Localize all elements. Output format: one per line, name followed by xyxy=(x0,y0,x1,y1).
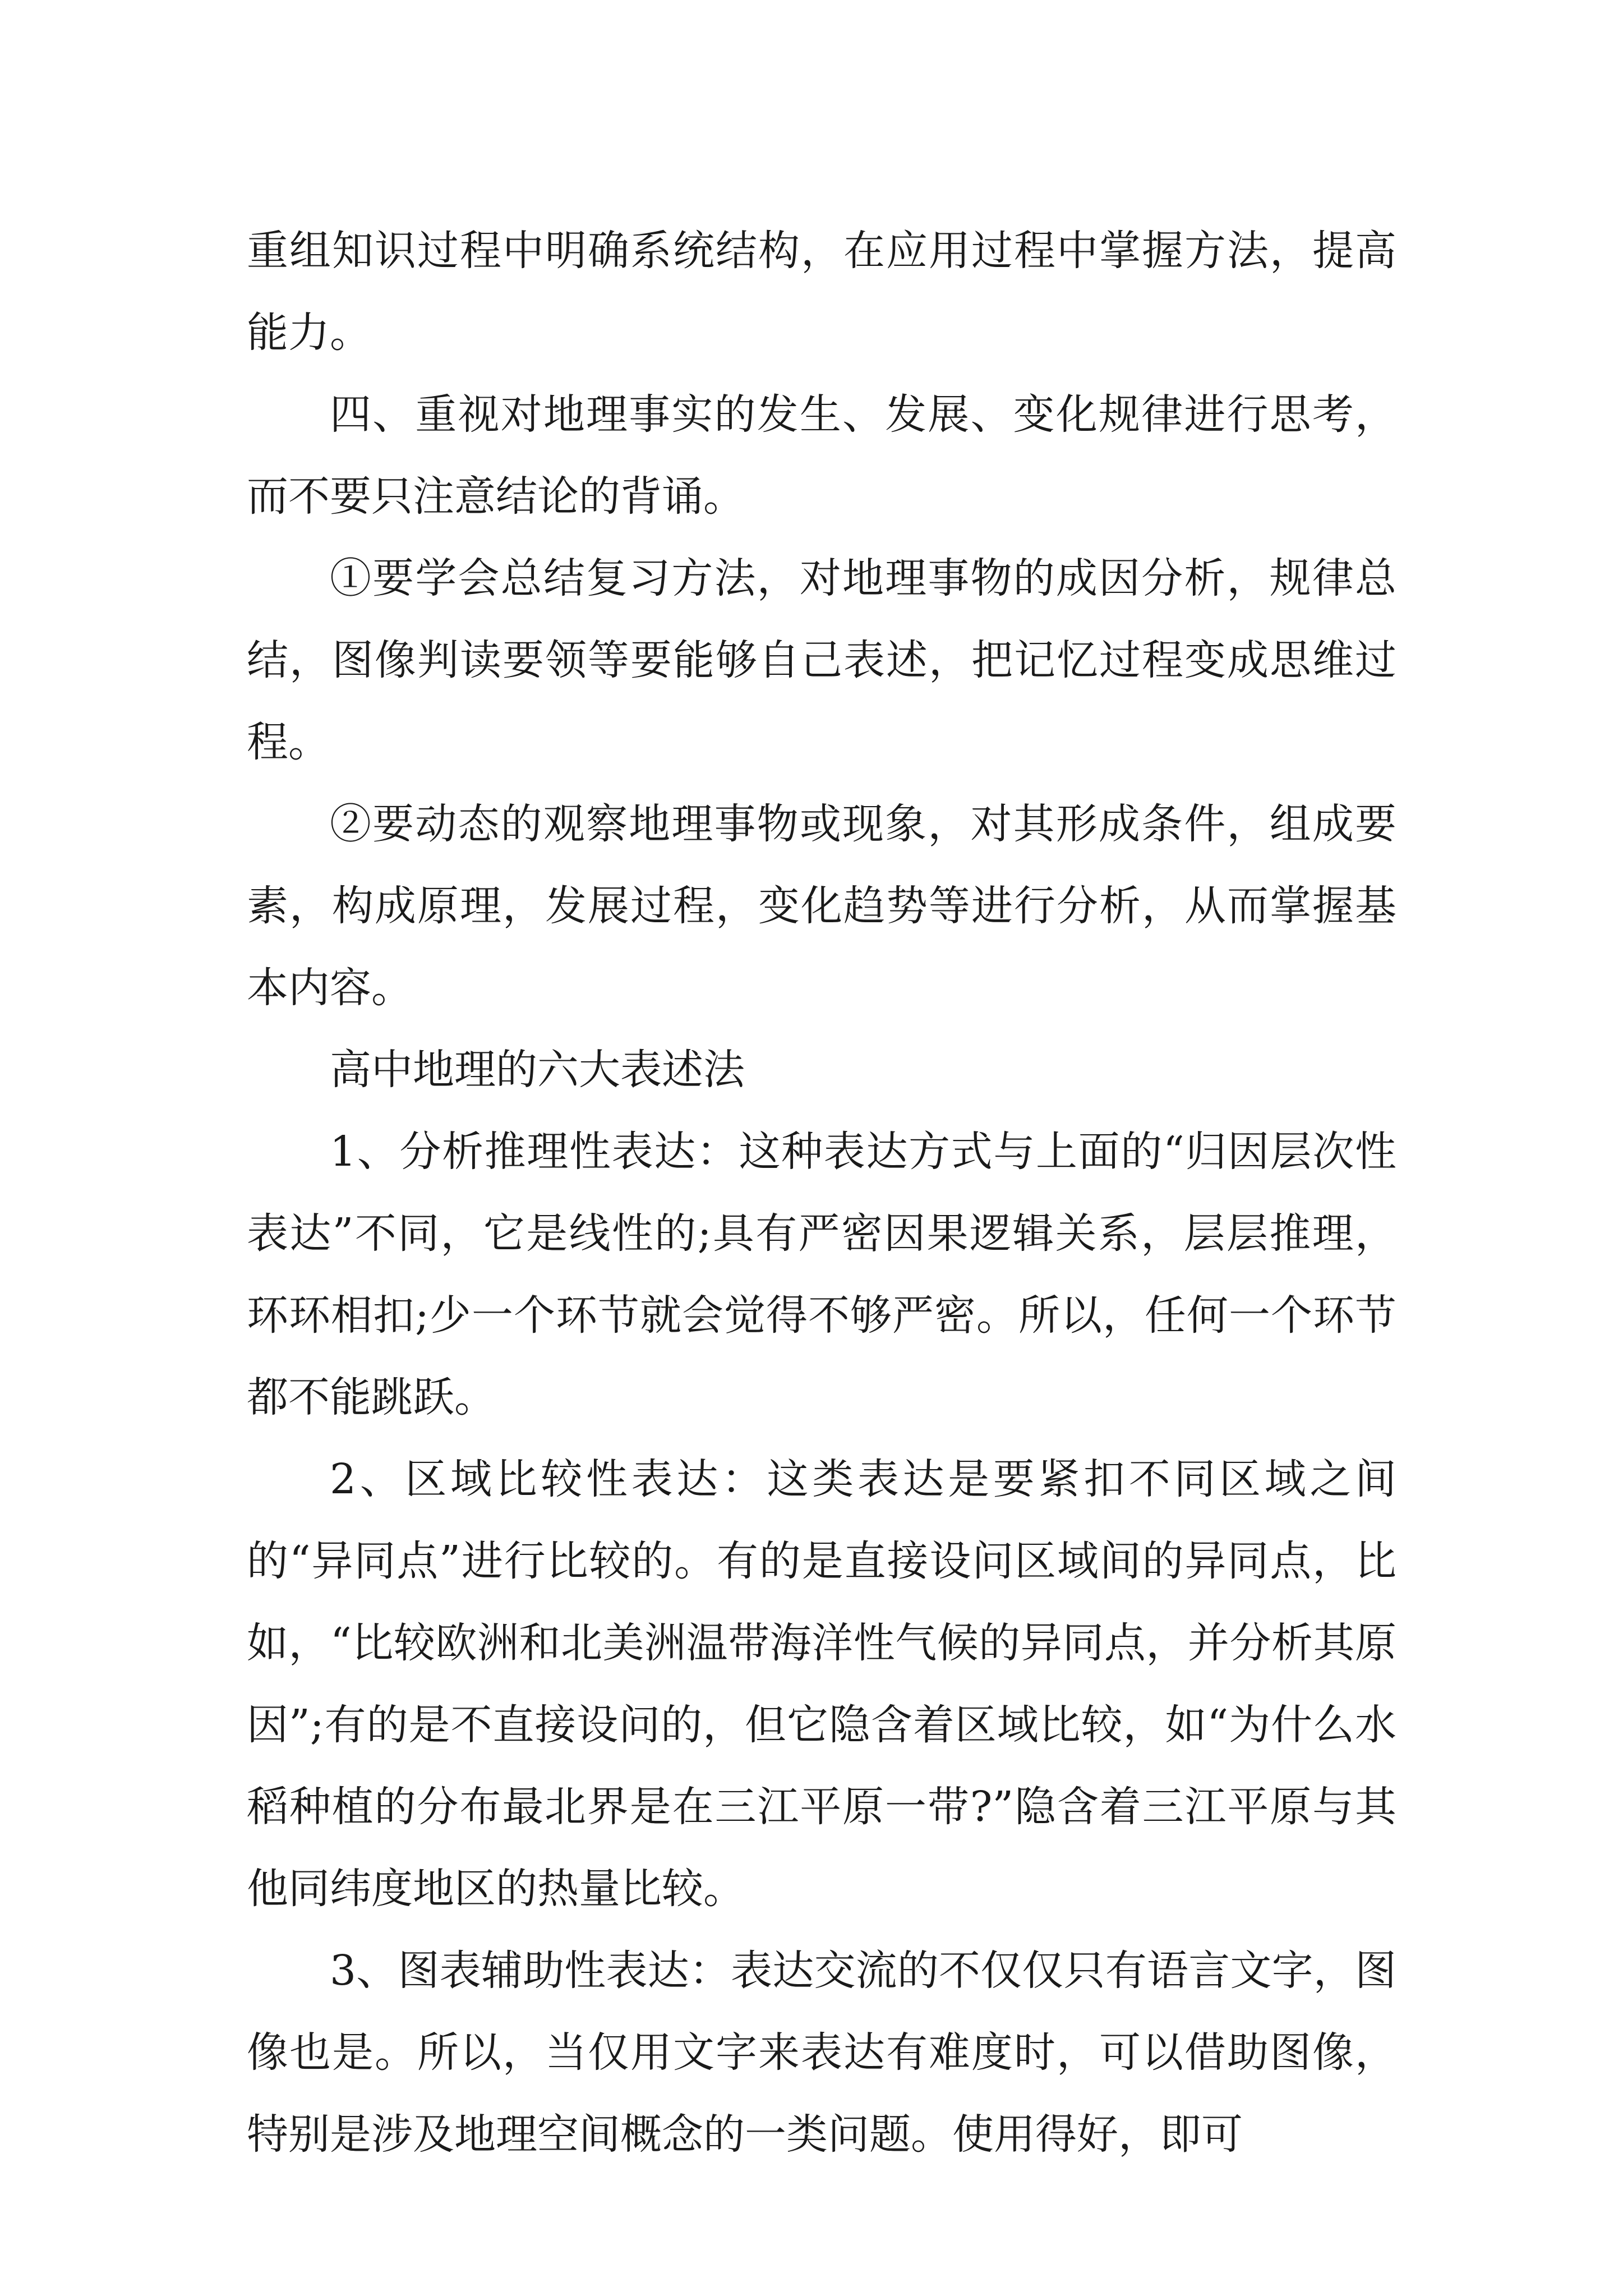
paragraph-point-two: ②要动态的观察地理事物或现象，对其形成条件，组成要素，构成原理，发展过程，变化趋势等进行分析，从而掌握基本内容。 xyxy=(247,800,1396,1012)
paragraph-method-one: 1、分析推理性表达：这种表达方式与上面的“归因层次性表达”不同，它是线性的;具有严密因果逻辑关系，层层推理，环环相扣;少一个环节就会觉得不够严密。所以，任何一个环节都不能跳跃。 xyxy=(247,1128,1396,1421)
paragraph-point-one: ①要学会总结复习方法，对地理事物的成因分析，规律总结，图像判读要领等要能够自己表述，把记忆过程变成思维过程。 xyxy=(247,554,1396,766)
paragraph-method-two: 2、区域比较性表达：这类表达是要紧扣不同区域之间的“异同点”进行比较的。有的是直接设问区域间的异同点，比如，“比较欧洲和北美洲温带海洋性气候的异同点，并分析其原因”;有的是不直接设问的，但它隐含着区域比较，如“为什么水稻种植的分布最北界是在三江平原一带?”隐含着三江平原与其他同纬度地区的热量比较。 xyxy=(247,1455,1396,1913)
paragraph-section-four: 四、重视对地理事实的发生、发展、变化规律进行思考，而不要只注意结论的背诵。 xyxy=(247,390,1396,521)
paragraph-continuation: 重组知识过程中明确系统结构，在应用过程中掌握方法，提高能力。 xyxy=(247,227,1396,357)
document-body xyxy=(247,210,1396,2175)
paragraph-method-three: 3、图表辅助性表达：表达交流的不仅仅只有语言文字，图像也是。所以，当仅用文字来表达有难度时，可以借助图像，特别是涉及地理空间概念的一类问题。使用得好，即可 xyxy=(247,1947,1396,2159)
section-heading: 高中地理的六大表述法 xyxy=(330,1046,745,1094)
